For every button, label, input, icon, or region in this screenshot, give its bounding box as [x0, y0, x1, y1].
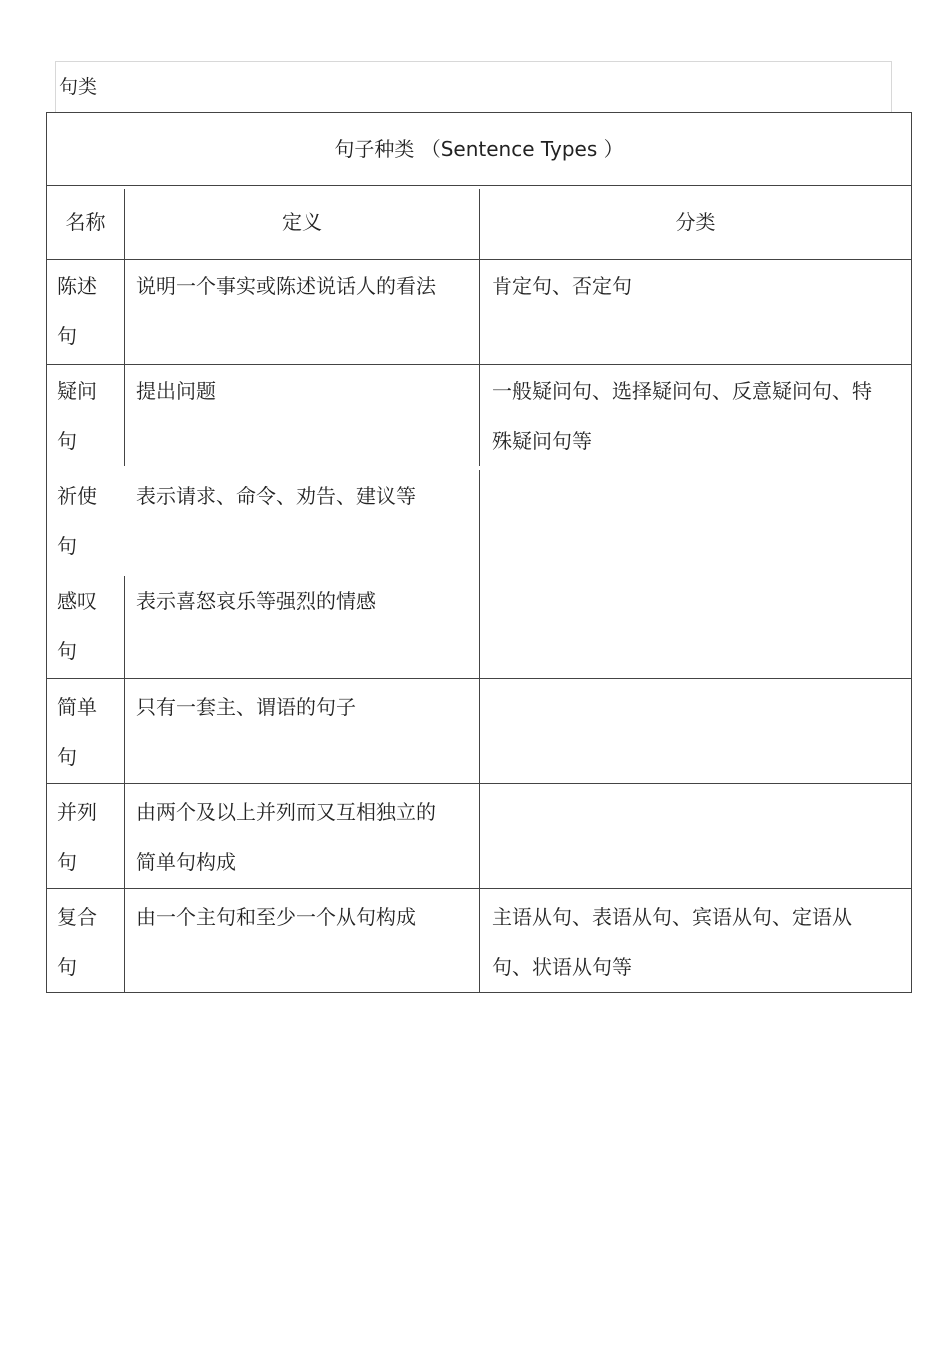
row-definition-compound: 由两个及以上并列而又互相独立的简单句构成: [136, 800, 436, 874]
row-classification-complex: 主语从句、表语从句、宾语从句、定语从句、状语从句等: [492, 905, 852, 979]
row-definition-imperative: 表示请求、命令、劝告、建议等: [136, 484, 416, 508]
column-divider: [124, 576, 125, 992]
header-name: 名称: [65, 210, 106, 234]
row-definition-complex: 由一个主句和至少一个从句构成: [136, 905, 416, 929]
row-name-exclamatory: 感叹句: [57, 589, 97, 663]
row-divider: [47, 259, 911, 260]
row-classification-interrogative: 一般疑问句、选择疑问句、反意疑问句、特殊疑问句等: [492, 379, 872, 453]
sentence-types-table: [46, 112, 912, 993]
row-divider: [47, 678, 911, 679]
column-divider: [479, 189, 480, 466]
row-definition-declarative: 说明一个事实或陈述说话人的看法: [136, 274, 436, 298]
row-name-interrogative: 疑问句: [57, 379, 97, 453]
row-definition-exclamatory: 表示喜怒哀乐等强烈的情感: [136, 589, 376, 613]
column-divider: [479, 470, 480, 992]
row-name-declarative: 陈述句: [57, 274, 97, 348]
row-classification-declarative: 肯定句、否定句: [492, 274, 632, 298]
table-title: 句子种类 （Sentence Types ）: [334, 137, 624, 161]
row-name-imperative: 祈使句: [57, 484, 97, 558]
column-divider: [124, 189, 125, 466]
row-divider: [47, 364, 911, 365]
row-divider: [47, 783, 911, 784]
row-name-complex: 复合句: [57, 905, 97, 979]
top-heading-box: [55, 61, 892, 113]
row-divider: [47, 888, 911, 889]
row-name-compound: 并列句: [57, 800, 97, 874]
header-definition: 定义: [282, 210, 322, 234]
row-definition-simple: 只有一套主、谓语的句子: [136, 695, 356, 719]
row-definition-interrogative: 提出问题: [136, 379, 216, 403]
table-title-row: [47, 113, 911, 186]
row-name-simple: 简单句: [57, 695, 97, 769]
header-classification: 分类: [675, 210, 716, 234]
section-heading: 句类: [59, 76, 98, 98]
